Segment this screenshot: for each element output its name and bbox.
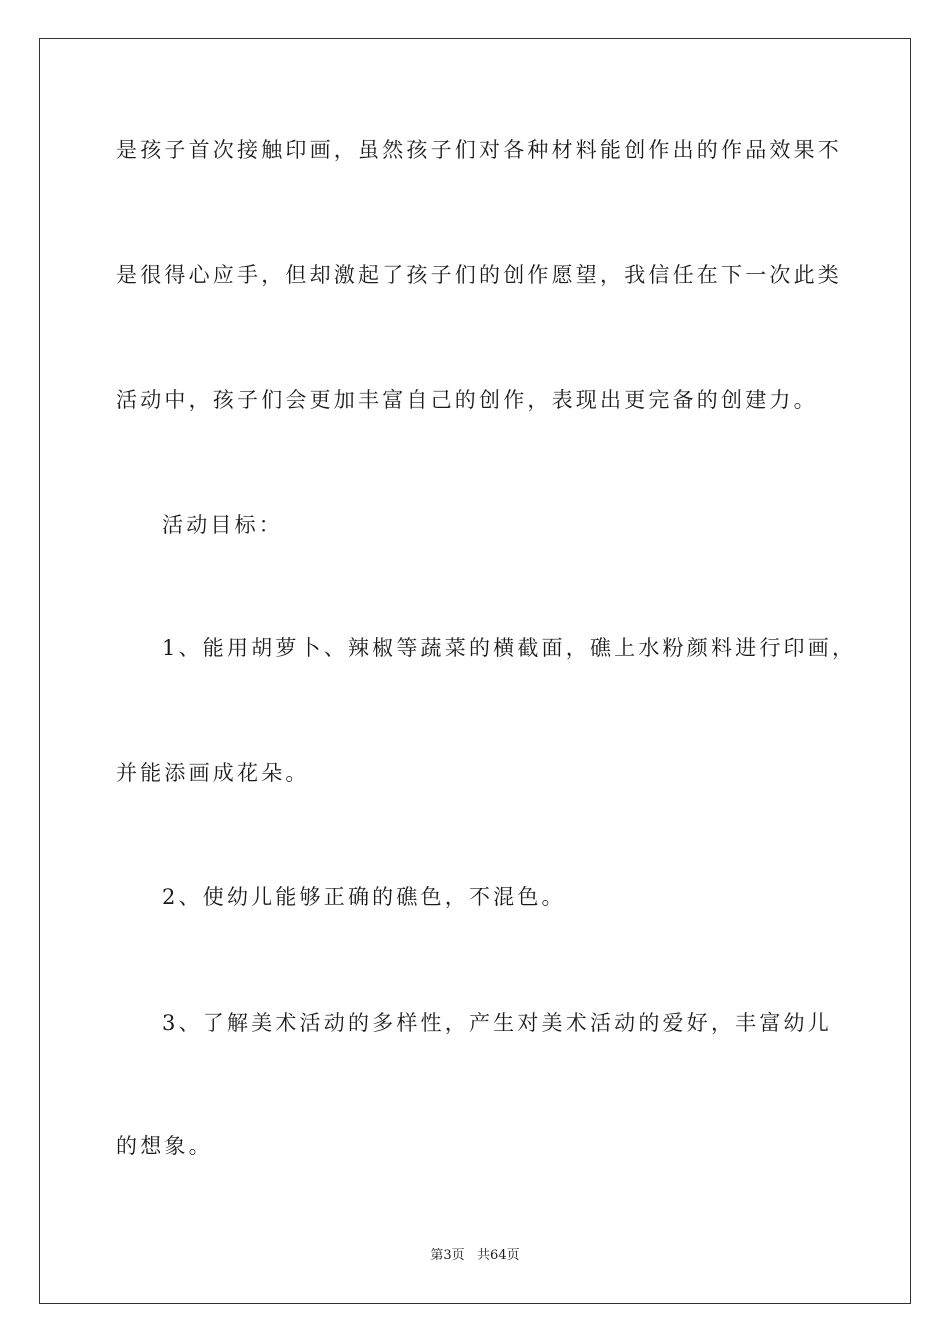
- list-item: 3、了解美术活动的多样性，产生对美术活动的爱好，丰富幼儿: [162, 1011, 832, 1035]
- body-text-line: 是孩子首次接触印画，虽然孩子们对各种材料能创作出的作品效果不: [116, 138, 842, 162]
- page-border: [39, 38, 911, 1304]
- body-text-line: 是很得心应手，但却激起了孩子们的创作愿望，我信任在下一次此类: [116, 263, 842, 287]
- body-text-line: 的想象。: [116, 1134, 213, 1158]
- list-item: 2、使幼儿能够正确的礁色，不混色。: [162, 885, 566, 909]
- list-item: 1、能用胡萝卜、辣椒等蔬菜的横截面，礁上水粉颜料进行印画，: [162, 636, 857, 660]
- section-heading: 活动目标：: [162, 513, 283, 537]
- body-text-line: 活动中，孩子们会更加丰富自己的创作，表现出更完备的创建力。: [116, 388, 818, 412]
- page-number-footer: 第3页 共64页: [430, 1248, 520, 1263]
- body-text-line: 并能添画成花朵。: [116, 761, 310, 785]
